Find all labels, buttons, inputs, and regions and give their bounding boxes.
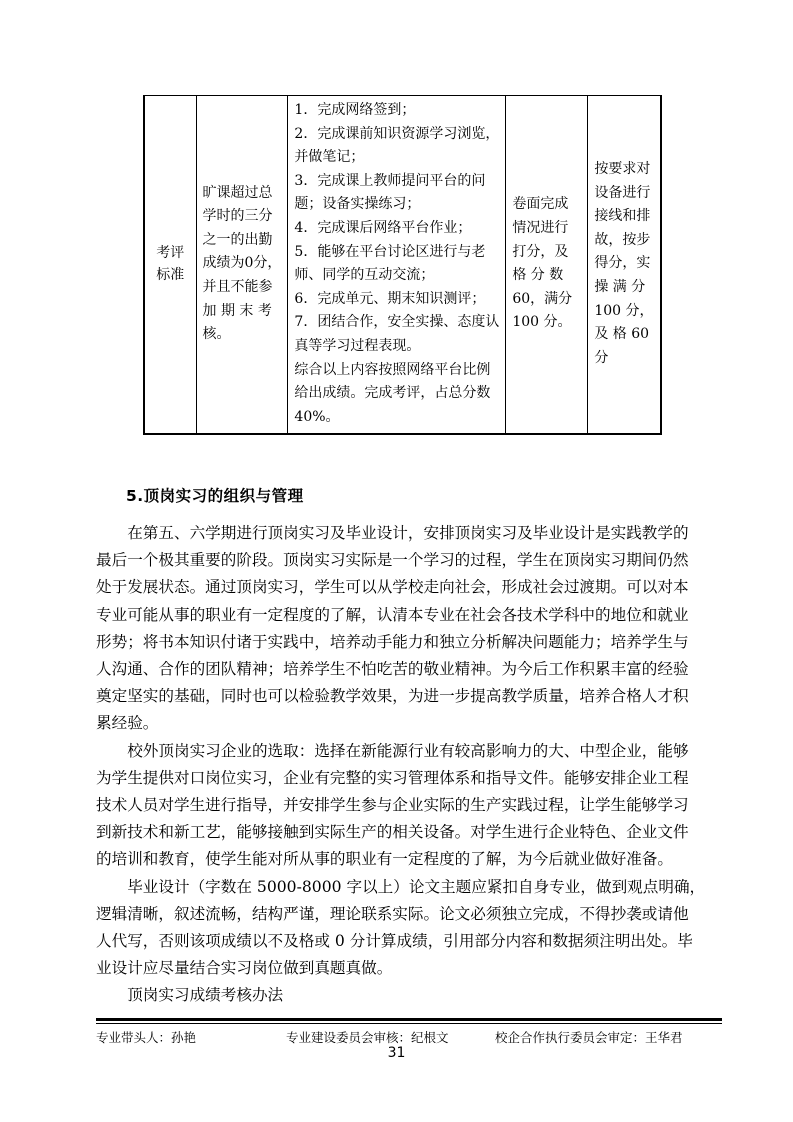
text-line: 校外顶岗实习企业的选取：选择在新能源行业有较高影响力的大、中型企业，能够: [96, 741, 689, 760]
online-line: 综合以上内容按照网络平台比例: [294, 361, 491, 378]
text-line: 逻辑清晰，叙述流畅，结构严谨，理论联系实际。论文必须独立完成，不得抄袭或请他: [96, 904, 689, 923]
criteria-label-cell: [144, 96, 196, 434]
practice-line: 得分，实: [594, 255, 651, 272]
exam-criteria-cell: [506, 96, 588, 434]
online-line: 师、同学的互动交流；: [294, 267, 435, 284]
online-line: 给出成绩。完成考评，占总分数: [294, 385, 491, 402]
paragraph-internship-intro: [96, 520, 701, 738]
exam-line: 打分，及: [512, 243, 569, 260]
practice-line: 100 分，: [594, 302, 654, 319]
footer-committee-review: 专业建设委员会审核：纪根文: [286, 1030, 449, 1045]
attendance-criteria-cell: [196, 96, 288, 434]
text-line: 顶岗实习成绩考核办法: [96, 986, 284, 1005]
attendance-line: 学时的三分: [202, 208, 273, 225]
attendance-line: 成绩为0分，: [202, 255, 282, 272]
footer-divider: [96, 1018, 722, 1021]
paragraph-assessment-method: [96, 982, 701, 1009]
text-line: 为学生提供对口岗位实习，企业有完整的实习管理体系和指导文件。能够安排企业工程: [96, 768, 689, 787]
exam-line: 格 分 数: [512, 267, 564, 284]
footer-approval: 校企合作执行委员会审定：王华君: [495, 1030, 683, 1045]
online-line: 真等学习过程表现。: [294, 338, 421, 355]
exam-line: 卷面完成: [512, 196, 569, 213]
attendance-line: 之一的出勤: [202, 231, 273, 248]
exam-line: 情况进行: [512, 220, 569, 237]
text-line: 人沟通、合作的团队精神；培养学生不怕吃苦的敬业精神。为今后工作积累丰富的经验: [96, 660, 689, 679]
attendance-line: 加 期 末 考: [202, 302, 272, 319]
footer-program-leader: 专业带头人：孙艳: [96, 1030, 197, 1045]
practice-criteria-cell: [588, 96, 661, 434]
practice-line: 故，按步: [594, 231, 651, 248]
criteria-label-line: 标准: [156, 267, 185, 284]
exam-line: 100 分。: [512, 314, 572, 331]
online-criteria-cell: [288, 96, 506, 434]
practice-line: 分: [594, 349, 609, 366]
text-line: 在第五、六学期进行顶岗实习及毕业设计，安排顶岗实习及毕业设计是实践教学的: [96, 524, 689, 542]
text-line: 处于发展状态。通过顶岗实习，学生可以从学校走向社会，形成社会过渡期。可以对本: [96, 578, 689, 597]
text-line: 技术人员对学生进行指导，并安排学生参与企业实际的生产实践过程，让学生能够学习: [96, 796, 689, 815]
text-line: 业设计应尽量结合实习岗位做到真题真做。: [96, 959, 393, 978]
practice-line: 操 满 分: [594, 279, 646, 296]
online-line: 1．完成网络签到；: [294, 102, 416, 119]
text-line: 累经验。: [96, 714, 159, 733]
assessment-standard-table: [143, 95, 662, 435]
section-heading: 5.顶岗实习的组织与管理: [126, 487, 304, 505]
exam-line: 60，满分: [512, 290, 573, 307]
attendance-line: 旷课超过总: [202, 184, 273, 201]
text-line: 毕业设计（字数在 5000-8000 字以上）论文主题应紧扣自身专业，做到观点明确，: [96, 877, 706, 896]
text-line: 到新技术和新工艺，能够接触到实际生产的相关设备。对学生进行企业特色、企业文件: [96, 823, 689, 842]
text-line: 人代写，否则该项成绩以不及格或 0 分计算成绩，引用部分内容和数据须注明出处。毕: [96, 932, 693, 951]
page-number: 31: [387, 1045, 406, 1061]
text-line: 专业可能从事的职业有一定程度的了解，认清本专业在社会各技术学科中的地位和就业: [96, 605, 689, 624]
online-line: 2．完成课前知识资源学习浏览，: [294, 125, 500, 142]
online-line: 3．完成课上教师提问平台的问: [294, 172, 486, 189]
text-line: 最后一个极其重要的阶段。顶岗实习实际是一个学习的过程，学生在顶岗实习期间仍然: [96, 551, 689, 570]
practice-line: 及 格 60: [594, 326, 650, 343]
attendance-line: 核。: [202, 326, 231, 343]
body-text: [96, 520, 706, 1010]
practice-line: 按要求对: [594, 161, 651, 178]
online-line: 5．能够在平台讨论区进行与老: [294, 243, 486, 260]
footer-divider-thin: [96, 1023, 722, 1024]
paragraph-graduation-design: [96, 874, 706, 983]
online-line: 4．完成课后网络平台作业；: [294, 220, 472, 237]
practice-line: 设备进行: [594, 184, 651, 201]
paragraph-enterprise-selection: [96, 738, 701, 874]
text-line: 奠定坚实的基础，同时也可以检验教学效果，为进一步提高教学质量，培养合格人才积: [96, 687, 689, 706]
criteria-label-line: 考评: [156, 245, 185, 262]
table-row: [144, 96, 661, 434]
text-line: 的培训和教育，使学生能对所从事的职业有一定程度的了解，为今后就业做好准备。: [96, 850, 673, 869]
online-line: 40%。: [294, 408, 340, 425]
attendance-line: 并且不能参: [202, 279, 273, 296]
online-line: 题；设备实操练习；: [294, 196, 421, 213]
text-line: 形势；将书本知识付诸于实践中，培养动手能力和独立分析解决问题能力；培养学生与: [96, 632, 689, 651]
online-line: 并做笔记；: [294, 149, 365, 166]
online-line: 7．团结合作，安全实操、态度认: [294, 314, 500, 331]
practice-line: 接线和排: [594, 208, 651, 225]
online-line: 6．完成单元、期末知识测评；: [294, 290, 486, 307]
